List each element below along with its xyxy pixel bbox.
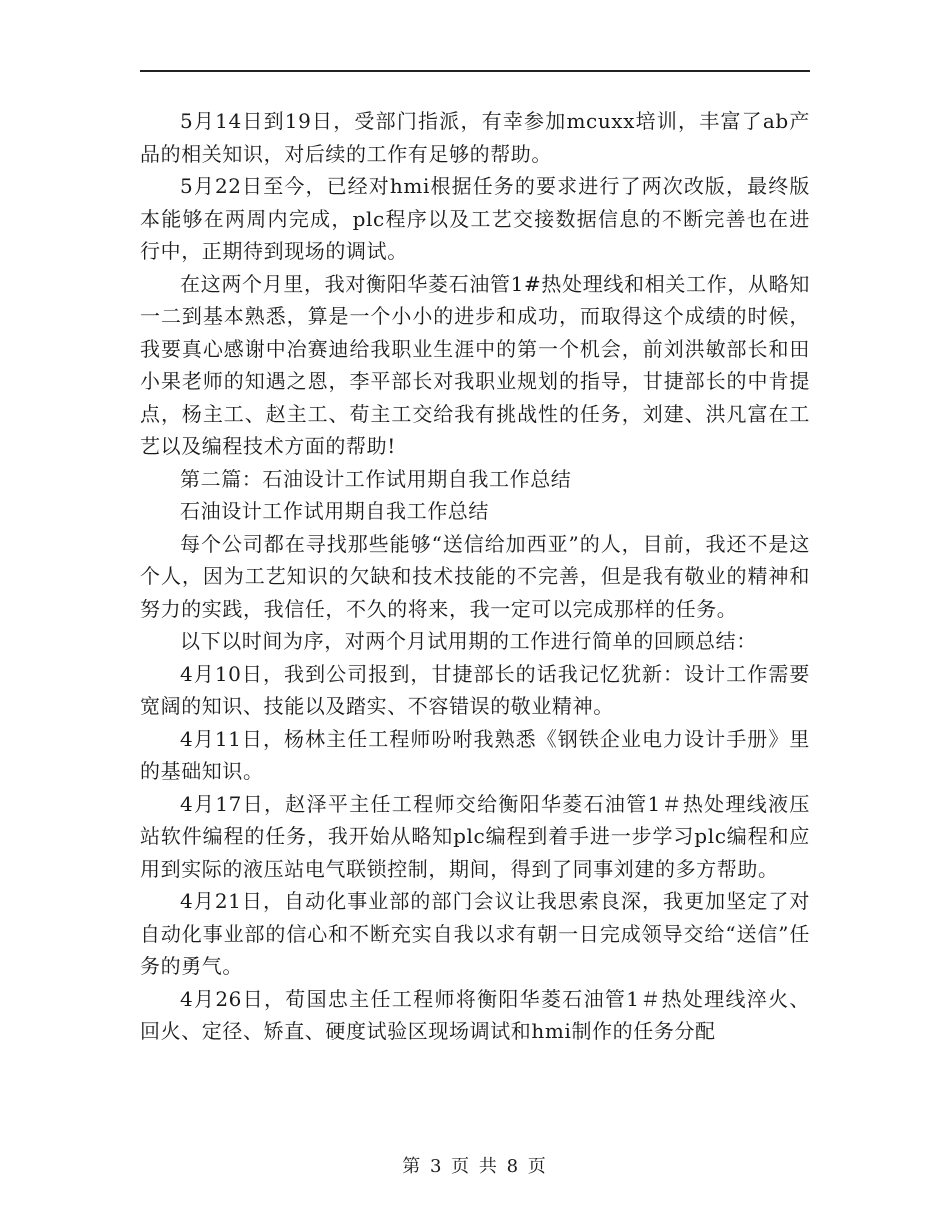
paragraph-10: 4月17日，赵泽平主任工程师交给衡阳华菱石油管1＃热处理线液压站软件编程的任务，我开始从略知plc编程到着手进一步学习plc编程和应用到实际的液压站电气联锁控制，期间，得到了同事刘建的多方帮助。 — [140, 791, 810, 881]
paragraph-2: 5月22日至今，已经对hmi根据任务的要求进行了两次改版，最终版本能够在两周内完成，plc程序以及工艺交接数据信息的不断完善也在进行中，正期待到现场的调试。 — [140, 174, 810, 263]
paragraph-11: 4月21日，自动化事业部的部门会议让我思索良深，我更加坚定了对自动化事业部的信心和不断充实自我以求有朝一日完成领导交给“送信”任务的勇气。 — [140, 889, 810, 978]
header-rule — [140, 70, 810, 72]
section-heading-2: 第二篇：石油设计工作试用期自我工作总结 — [180, 466, 572, 491]
paragraph-7: 以下以时间为序，对两个月试用期的工作进行简单的回顾总结： — [180, 629, 757, 653]
paragraph-1: 5月14日到19日，受部门指派，有幸参加mcuxx培训，丰富了ab产品的相关知识，对后续的工作有足够的帮助。 — [140, 109, 810, 166]
page-number-footer: 第 3 页 共 8 页 — [402, 1156, 548, 1177]
paragraph-8: 4月10日，我到公司报到，甘捷部长的话我记忆犹新：设计工作需要宽阔的知识、技能以及踏实、不容错误的敬业精神。 — [140, 661, 810, 718]
article-title: 石油设计工作试用期自我工作总结 — [180, 499, 489, 523]
paragraph-12: 4月26日，荀国忠主任工程师将衡阳华菱石油管1＃热处理线淬火、回火、定径、矫直、硬度试验区现场调试和hmi制作的任务分配 — [140, 986, 810, 1043]
paragraph-6: 每个公司都在寻找那些能够“送信给加西亚”的人，目前，我还不是这个人，因为工艺知识的欠缺和技术技能的不完善，但是我有敬业的精神和努力的实践，我信任，不久的将来，我一定可以完成那样的任务。 — [140, 531, 810, 621]
paragraph-3: 在这两个月里，我对衡阳华菱石油管1#热处理线和相关工作，从略知一二到基本熟悉，算是一个小小的进步和成功，而取得这个成绩的时候，我要真心感谢中冶赛迪给我职业生涯中的第一个机会，前刘洪敏部长和田小果老师的知遇之恩，李平部长对我职业规划的指导，甘捷部长的中肯提点，杨主工、赵主工、荀主工交给我有挑战性的任务，刘建、洪凡富在工艺以及编程技术方面的帮助! — [140, 271, 810, 458]
paragraph-9: 4月11日，杨林主任工程师吩咐我熟悉《钢铁企业电力设计手册》里的基础知识。 — [140, 726, 810, 783]
document-body — [140, 105, 810, 1048]
